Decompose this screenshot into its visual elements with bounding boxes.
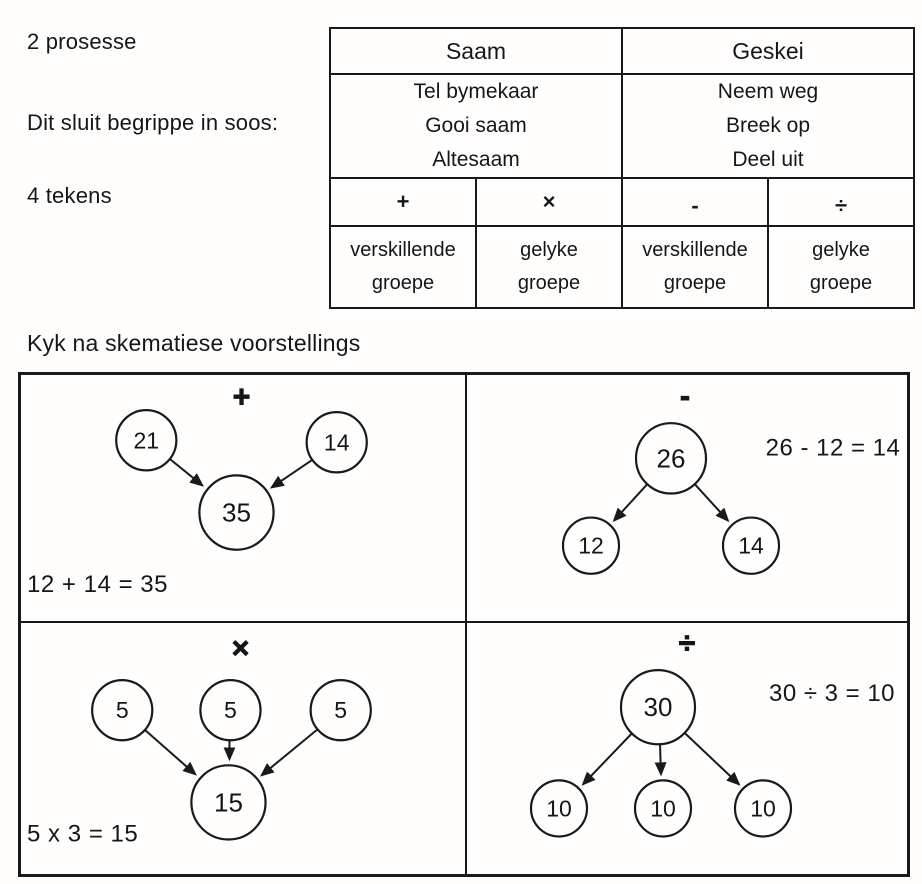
concepts-cell-geskei: [622, 74, 914, 178]
arrow-whole-to-part1: [614, 484, 647, 520]
header-cell-saam: Saam: [330, 28, 622, 74]
label-signs: 4 tekens: [27, 183, 112, 208]
divide-sign: ÷: [834, 193, 848, 218]
concept-line: Neem weg: [717, 80, 819, 103]
table-groups-row: [330, 226, 914, 308]
arrow-addend2-to-sum: [272, 460, 312, 487]
table-signs-row: [330, 178, 914, 226]
diagram-addition: [21, 375, 467, 623]
part-value: 14: [738, 532, 764, 559]
concept-line: Gooi saam: [425, 114, 527, 137]
process-table: [329, 27, 915, 309]
arrow-whole-to-share1: [583, 733, 632, 784]
group-cell-minus: [622, 226, 768, 308]
divide-operator-icon: ÷: [678, 627, 696, 661]
product-value: 15: [213, 787, 243, 818]
label-processes: 2 prosesse: [27, 29, 137, 54]
sign-cell-divide: [768, 178, 914, 226]
arrow-whole-to-share2: [660, 744, 661, 774]
diagram-grid: [18, 372, 910, 877]
concept-line: Tel bymekaar: [413, 80, 539, 103]
minus-sign: -: [691, 193, 699, 218]
header-cell-geskei: Geskei: [622, 28, 914, 74]
arrow-factor3-to-product: [262, 729, 318, 775]
group-line: verskillende: [350, 239, 456, 261]
whole-value: 26: [656, 443, 686, 474]
share-value: 10: [750, 795, 776, 822]
minus-operator-icon: -: [680, 380, 690, 414]
times-operator-icon: ×: [231, 632, 250, 666]
group-cell-divide: [768, 226, 914, 308]
times-sign: ×: [542, 189, 556, 214]
arrow-factor1-to-product: [145, 730, 195, 774]
diagram-multiplication: [21, 623, 467, 875]
addend-value: 21: [133, 427, 160, 454]
arrow-whole-to-part2: [695, 484, 728, 520]
diagram-subtraction: [467, 375, 907, 623]
table-concepts-row: [330, 74, 914, 178]
division-equation: 30 ÷ 3 = 10: [768, 680, 896, 708]
group-line: groepe: [809, 272, 873, 294]
group-line: groepe: [517, 272, 581, 294]
share-value: 10: [650, 795, 676, 822]
sign-cell-minus: [622, 178, 768, 226]
table-header-row: [330, 28, 914, 74]
group-line: verskillende: [642, 239, 748, 261]
group-cell-plus: [330, 226, 476, 308]
arrow-addend1-to-sum: [170, 459, 202, 485]
sign-cell-times: [476, 178, 622, 226]
group-cell-times: [476, 226, 622, 308]
whole-value: 30: [643, 692, 673, 723]
sum-value: 35: [221, 497, 251, 528]
sign-cell-plus: [330, 178, 476, 226]
concept-line: Breek op: [725, 114, 811, 137]
factor-value: 5: [224, 697, 237, 724]
arrow-whole-to-share3: [685, 733, 739, 784]
addend-value: 14: [323, 429, 350, 456]
factor-value: 5: [334, 697, 348, 724]
part-value: 12: [578, 532, 604, 559]
share-value: 10: [546, 795, 572, 822]
group-line: groepe: [371, 272, 435, 294]
section-heading: Kyk na skematiese voorstellings: [27, 330, 361, 356]
concept-line: Deel uit: [732, 148, 804, 171]
factor-value: 5: [115, 697, 129, 724]
plus-operator-icon: +: [232, 381, 251, 415]
addition-equation: 12 + 14 = 35: [27, 570, 169, 598]
label-concepts-intro: Dit sluit begrippe in soos:: [27, 110, 279, 135]
concepts-cell-saam: [330, 74, 622, 178]
multiplication-equation: 5 x 3 = 15: [27, 820, 139, 848]
group-line: groepe: [663, 272, 727, 294]
diagram-division: [467, 623, 907, 875]
group-line: gelyke: [812, 239, 870, 261]
concept-line: Altesaam: [432, 148, 520, 171]
group-line: gelyke: [520, 239, 578, 261]
subtraction-equation: 26 - 12 = 14: [765, 434, 901, 462]
plus-sign: +: [396, 189, 410, 214]
